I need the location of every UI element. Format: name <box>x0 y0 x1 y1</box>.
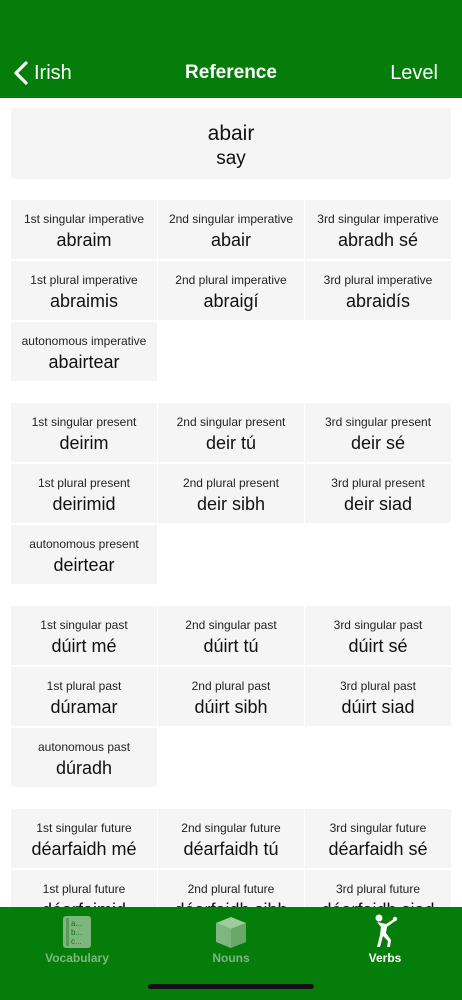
conjugation-label: 3rd singular past <box>333 618 423 632</box>
page-title: Reference <box>185 62 277 83</box>
tab-verbs[interactable] <box>308 911 462 965</box>
svg-text:b...: b... <box>71 928 83 937</box>
conjugation-cell <box>305 809 451 868</box>
conjugation-label: 2nd singular imperative <box>168 212 294 226</box>
verb-meaning: say <box>216 148 246 169</box>
cube-icon <box>214 915 248 949</box>
conjugation-cell <box>158 200 304 259</box>
conjugation-cell <box>11 464 157 523</box>
conjugation-label: 1st singular future <box>36 821 132 835</box>
conjugation-value: deirim <box>59 433 109 453</box>
navigation-bar <box>0 0 462 98</box>
conjugation-value: abraidís <box>345 291 411 311</box>
svg-text:c...: c... <box>71 937 82 946</box>
conjugation-value: abraimis <box>49 291 119 311</box>
tab-label: Nouns <box>212 951 250 965</box>
conjugation-label: 1st singular present <box>31 415 137 429</box>
conjugation-value: dúirt mé <box>51 636 117 656</box>
conjugation-value: abair <box>210 230 252 250</box>
conjugation-label: 3rd plural past <box>339 679 417 693</box>
conjugation-cell <box>11 261 157 320</box>
conjugation-label: autonomous imperative <box>21 334 147 348</box>
conjugation-label: 1st plural present <box>37 476 131 490</box>
conjugation-cell <box>305 261 451 320</box>
conjugation-value: déarfaidh tú <box>183 839 279 859</box>
tab-vocabulary[interactable] <box>0 911 154 965</box>
conjugation-label: 1st plural future <box>42 882 126 896</box>
conjugation-value: deirimid <box>52 494 116 514</box>
conjugation-value: deir sibh <box>196 494 266 514</box>
conjugation-value: dúirt sé <box>348 636 408 656</box>
conjugation-value: abairtear <box>48 352 120 372</box>
reference-scroll-view[interactable] <box>0 98 462 908</box>
conjugation-value: dúirt tú <box>203 636 259 656</box>
conjugation-label: 2nd plural past <box>191 679 271 693</box>
conjugation-cell <box>11 728 157 787</box>
conjugation-cell <box>158 403 304 462</box>
discus-thrower-icon <box>372 913 398 949</box>
conjugation-label: 3rd plural present <box>331 476 425 490</box>
conjugation-cell <box>11 322 157 381</box>
conjugation-label: 2nd plural present <box>182 476 280 490</box>
conjugation-cell <box>11 606 157 665</box>
conjugation-label: autonomous present <box>29 537 139 551</box>
conjugation-cell <box>158 809 304 868</box>
verb-word: abair <box>207 122 255 145</box>
conjugation-label: 2nd plural imperative <box>175 273 287 287</box>
conjugation-value: dúramar <box>50 697 118 717</box>
conjugation-value: deir tú <box>205 433 257 453</box>
conjugation-label: 1st singular past <box>40 618 128 632</box>
conjugation-label: 2nd singular past <box>185 618 277 632</box>
conjugation-value: abradh sé <box>337 230 419 250</box>
conjugation-value: dúradh <box>55 758 113 778</box>
conjugation-cell <box>305 200 451 259</box>
conjugation-value: deir siad <box>343 494 413 514</box>
tab-nouns[interactable] <box>154 911 308 965</box>
back-label: Irish <box>34 61 72 84</box>
conjugation-value: deirtear <box>53 555 115 575</box>
conjugation-label: 3rd plural imperative <box>323 273 433 287</box>
conjugation-label: 1st plural imperative <box>30 273 138 287</box>
conjugation-cell <box>11 403 157 462</box>
conjugation-cell <box>305 606 451 665</box>
vocabulary-list-icon <box>62 915 92 949</box>
tab-label: Vocabulary <box>45 951 109 965</box>
conjugation-label: 1st plural past <box>46 679 122 693</box>
conjugation-cell <box>305 403 451 462</box>
conjugation-cell <box>305 464 451 523</box>
conjugation-value: deir sé <box>350 433 406 453</box>
conjugation-cell <box>305 667 451 726</box>
conjugation-label: 2nd singular future <box>181 821 281 835</box>
conjugation-label: autonomous past <box>37 740 131 754</box>
level-button[interactable]: Level <box>390 62 438 84</box>
conjugation-label: 3rd singular future <box>329 821 427 835</box>
conjugation-label: 3rd singular present <box>324 415 432 429</box>
home-indicator <box>148 984 314 989</box>
conjugation-cell <box>11 809 157 868</box>
conjugation-label: 3rd singular imperative <box>317 212 439 226</box>
conjugation-value: déarfaidh mé <box>31 839 137 859</box>
conjugation-cell <box>158 606 304 665</box>
conjugation-cell <box>158 261 304 320</box>
conjugation-cell <box>11 200 157 259</box>
verb-header-card <box>11 108 451 179</box>
conjugation-value: abraim <box>56 230 112 250</box>
conjugation-cell <box>11 667 157 726</box>
conjugation-cell <box>158 667 304 726</box>
conjugation-cell <box>11 525 157 584</box>
conjugation-label: 3rd plural future <box>335 882 421 896</box>
conjugation-label: 1st singular imperative <box>23 212 145 226</box>
tab-label: Verbs <box>368 951 402 965</box>
conjugation-label: 2nd plural future <box>187 882 275 896</box>
conjugation-value: déarfaidh sé <box>328 839 428 859</box>
conjugation-value: dúirt sibh <box>194 697 268 717</box>
svg-text:a...: a... <box>71 919 83 928</box>
conjugation-cell <box>158 464 304 523</box>
conjugation-value: dúirt siad <box>341 697 415 717</box>
conjugation-value: abraigí <box>203 291 259 311</box>
conjugation-label: 2nd singular present <box>176 415 286 429</box>
